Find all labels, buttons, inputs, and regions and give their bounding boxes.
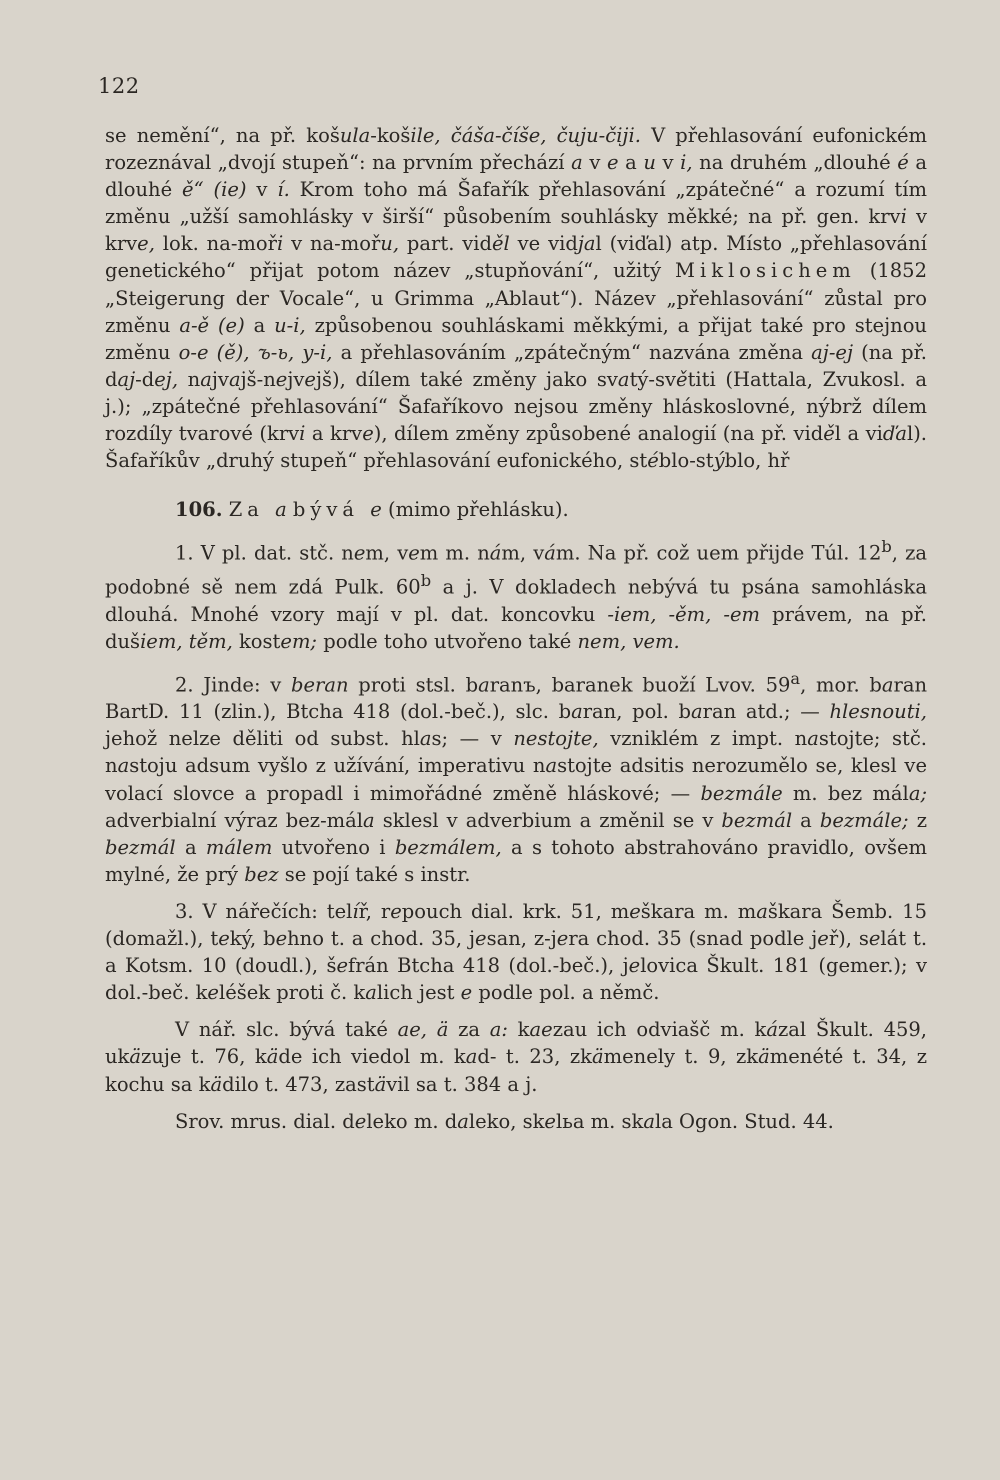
text-run: Krom toho má Šafařík přehlasování „zpátečné“ a rozumí tím změnu „užší samohlásky v širší“ působením souhlásky měkké; na př. gen. krv: [105, 178, 927, 229]
text-run: léšek proti č. k: [218, 981, 366, 1005]
text-run: menely t. 9, zk: [603, 1045, 759, 1069]
italic-run: málem: [205, 835, 273, 859]
text-run: l a vi: [834, 422, 883, 446]
italic-run: e: [606, 151, 619, 175]
italic-run: a: [363, 808, 375, 832]
text-run: v na-moř: [283, 232, 381, 256]
text-run: jehož nelze děliti od subst. hl: [105, 727, 420, 751]
paragraph-russian: [105, 1108, 927, 1135]
italic-run: -iem, -ěm, -em: [607, 602, 761, 626]
text-run: v krv: [105, 205, 927, 256]
italic-run: bezmál: [105, 835, 176, 859]
italic-run: i: [900, 205, 907, 229]
italic-run: ae: [529, 1018, 553, 1042]
text-run: a krv: [305, 422, 363, 446]
superscript: b: [881, 537, 892, 557]
text-run: kost: [232, 629, 281, 653]
text-run: a dlouhé: [105, 151, 928, 202]
italic-run: a: [545, 754, 558, 778]
superscript: b: [420, 570, 432, 590]
italic-run: bezmálem,: [394, 835, 502, 859]
text-run: a přehlasováním „zpátečným“ nazvána změna: [332, 340, 812, 364]
text-run: la Ogon. Stud. 44.: [655, 1109, 834, 1133]
text-run: V nář. slc. bývá také: [175, 1018, 398, 1042]
text-run: škara m. m: [640, 899, 757, 923]
italic-run: ae, ä: [397, 1018, 449, 1042]
italic-run: ä: [210, 1072, 223, 1096]
italic-run: ä: [374, 1072, 387, 1096]
text-run: s; — v: [431, 727, 514, 751]
italic-run: e: [362, 422, 374, 446]
italic-run: ula: [339, 124, 371, 147]
italic-run: ej,: [154, 367, 179, 391]
italic-run: e: [275, 927, 288, 951]
text-run: l (viďal) atp. Místo „přehlasování genetického“ přijat potom název „stupňování“, užitý: [105, 232, 927, 283]
text-run: pouch dial. krk. 51, m: [401, 899, 630, 923]
text-run: sklesl v adverbium a změnil se v: [374, 808, 722, 832]
italic-run: e: [353, 541, 366, 565]
text-run: na druhém „dlouhé: [692, 151, 898, 175]
italic-run: e: [817, 927, 829, 951]
italic-run: e: [354, 1109, 367, 1133]
italic-run: é: [897, 151, 909, 175]
text-run: ve vid: [509, 232, 578, 256]
superscript: a: [790, 668, 801, 688]
italic-run: aj-ej: [811, 340, 853, 364]
text-run: Srov. mrus. dial. d: [175, 1109, 355, 1133]
italic-run: a: [617, 367, 630, 391]
italic-run: nestojte,: [513, 727, 599, 751]
italic-run: bezmále;: [819, 808, 909, 832]
italic-run: em;: [280, 629, 318, 653]
italic-run: u: [643, 151, 656, 175]
text-run: ř, r: [358, 899, 391, 923]
italic-run: á: [766, 1018, 778, 1042]
italic-run: ile, čáša-číše, čuju-čiji.: [410, 124, 641, 147]
text-run: stojte; stč. n: [105, 727, 927, 778]
italic-run: e: [218, 927, 230, 951]
paragraph-slovak: [105, 1016, 927, 1097]
text-run: jv: [211, 367, 229, 391]
italic-run: u-i,: [274, 313, 306, 337]
italic-run: e: [629, 899, 641, 923]
text-run: ř), s: [828, 927, 869, 951]
text-run: lich jest: [376, 981, 461, 1005]
italic-run: a: [228, 367, 241, 391]
text-run: zau ich odviašč m. k: [552, 1018, 767, 1042]
italic-run: aj: [117, 367, 136, 391]
italic-run: ěl: [492, 232, 510, 256]
text-run: zal Škult. 459, uk: [105, 1018, 928, 1069]
text-run: d- t. 23, zk: [477, 1045, 592, 1069]
italic-run: e: [408, 541, 420, 565]
text-run: titi (Hattala, Zvukosl. a j.); „zpátečné přehlasování“ Šafaříkovo nejsou změny hláskoslovné, nýbrž dílem rozdíly tvarové (krv: [105, 367, 927, 446]
text-run: l). Šafaříkův „druhý stupeň“ přehlasování eufonického, st: [105, 422, 927, 473]
text-run: způsobenou souhláskami měkkými, a přijat také pro stejnou změnu: [105, 313, 927, 364]
text-run: jv: [287, 367, 305, 391]
italic-run: nem, vem.: [577, 629, 680, 653]
text-run: lok. na-moř: [154, 232, 277, 256]
italic-run: ä: [591, 1045, 604, 1069]
text-run: (1852 „Steigerung der Vocale“, u Grimma „Ablaut“). Název „přehlasování“ zůstal pro změnu: [105, 259, 927, 337]
italic-run: a;: [908, 781, 928, 805]
text-run: stojte adsitis nerozumělo se, klesl ve volací slovce a propadl i mimořádné změně hláskové; —: [105, 754, 927, 805]
text-run: jš-n: [240, 367, 276, 391]
text-run: lovica Škult. 181 (gemer.); v dol.-beč. k: [105, 954, 927, 1005]
text-run: a j. V dokladech nebývá tu psána samohláska dlouhá. Mnohé vzory mají v pl. dat. koncovku: [105, 575, 927, 626]
italic-run: e: [275, 367, 288, 391]
text-run: k: [507, 1018, 530, 1042]
italic-run: a:: [489, 1018, 508, 1042]
text-run: m, v: [501, 541, 545, 565]
text-run: v: [246, 178, 278, 202]
italic-run: ja: [577, 232, 596, 256]
heading-text: (mimo přehlásku).: [381, 498, 569, 522]
text-run: , mor. b: [800, 673, 882, 697]
text-run: v: [655, 151, 681, 175]
italic-run: hlesnouti,: [829, 700, 927, 724]
italic-run: u,: [380, 232, 400, 256]
paragraph-point-1: [105, 533, 927, 654]
text-run: právem, na př. duš: [105, 602, 927, 653]
text-run: podle toho utvořeno také: [317, 629, 578, 653]
text-run: [250, 341, 258, 364]
italic-run: bez: [244, 862, 279, 886]
text-run: se nemění“, na př. koš: [105, 124, 340, 147]
italic-run: ъ-ь, y-i,: [257, 340, 333, 364]
text-run: a: [175, 835, 206, 859]
text-run: menété t. 34, z kochu sa k: [105, 1045, 927, 1096]
text-run: 1. V pl. dat. stč. n: [175, 541, 354, 565]
italic-run: o-e (ě),: [178, 340, 250, 364]
text-run: v: [582, 151, 607, 175]
text-run: leko m. d: [366, 1109, 458, 1133]
italic-run: á: [489, 541, 502, 565]
italic-run: e: [304, 367, 316, 391]
text-run: a: [792, 808, 820, 832]
italic-run: a: [275, 498, 287, 522]
text-run: lát t. a Kotsm. 10 (doudl.), š: [105, 927, 928, 978]
italic-run: e: [556, 927, 569, 951]
text-run: škara Šemb. 15 (domažl.), t: [105, 899, 927, 951]
italic-run: e: [460, 981, 473, 1005]
text-run: vil sa t. 384 a j.: [386, 1072, 538, 1096]
italic-run: e: [336, 954, 348, 978]
italic-run: a: [365, 981, 377, 1005]
italic-run: a: [571, 700, 583, 724]
text-run: adverbialní výraz bez-mál: [105, 808, 364, 832]
text-run: m. Na př. což uem přijde Túl. 12: [555, 541, 882, 565]
italic-run: bezmál: [721, 808, 793, 832]
paragraph-point-3: [105, 898, 927, 1006]
section-number: 106.: [175, 498, 223, 522]
text-run: n: [178, 367, 201, 391]
italic-run: í: [352, 899, 359, 923]
italic-run: ě“ (ie): [182, 178, 247, 202]
italic-run: e: [207, 981, 219, 1005]
italic-run: e: [868, 927, 881, 951]
text-run: ), dílem změny způsobené analogií (na př. vid: [373, 422, 824, 446]
text-run: ran atd.; —: [702, 700, 830, 724]
text-run: proti stsl. b: [348, 673, 479, 697]
text-run: hno t. a chod. 35, j: [287, 927, 476, 951]
italic-run: i,: [680, 151, 693, 175]
text-run: ra chod. 35 (snad podle j: [568, 927, 818, 951]
text-run: de ich viedol m. k: [278, 1045, 466, 1069]
italic-run: í.: [277, 178, 290, 202]
italic-run: é: [647, 449, 659, 473]
text-run: ran BartD. 11 (zlin.), Btcha 418 (dol.-beč.), slc. b: [105, 673, 928, 724]
text-run: tý-sv: [629, 367, 677, 391]
italic-run: ä: [129, 1045, 142, 1069]
text-run: zuje t. 76, k: [141, 1045, 267, 1069]
italic-run: a: [465, 1045, 478, 1069]
italic-run: i: [299, 422, 306, 446]
italic-run: ä: [758, 1045, 770, 1069]
italic-run: a-ě (e): [179, 313, 245, 337]
text-run: m m. n: [419, 541, 490, 565]
text-run: stoju adsum vyšlo z užívání, imperativu n: [129, 754, 546, 778]
text-run: ký, b: [229, 927, 276, 951]
text-run: V přehlasování eufonickém rozeznával „dvojí stupeň“: na prvním přechází: [105, 124, 928, 175]
text-run: se pojí také s instr.: [278, 862, 471, 886]
text-run: blo, hř: [724, 449, 790, 473]
text-run: jš), dílem také změny jako sv: [315, 367, 618, 391]
text-run: a: [244, 313, 275, 337]
italic-run: a: [881, 673, 894, 697]
paragraph-safarik: [105, 122, 927, 474]
text-run: 2. Jinde: v: [175, 673, 291, 697]
italic-run: a: [419, 727, 432, 751]
section-106-heading: [105, 496, 927, 523]
italic-run: i: [276, 232, 284, 256]
italic-run: e: [544, 1109, 556, 1133]
italic-run: ý: [713, 449, 725, 473]
italic-run: e: [628, 954, 641, 978]
heading-text: Za: [228, 498, 276, 522]
text-run: a s tohoto abstrahováno pravidlo, ovšem mylné, že prý: [105, 835, 927, 886]
text-run: -d: [135, 367, 155, 391]
italic-run: e: [390, 899, 402, 923]
text-run: m. bez mál: [782, 781, 909, 805]
italic-run: á: [544, 541, 556, 565]
italic-run: bezmále: [700, 781, 783, 805]
italic-run: iem, těm,: [140, 629, 233, 653]
text-run: part. vid: [399, 232, 492, 256]
text-run: lьa m. sk: [555, 1109, 644, 1133]
italic-run: a: [643, 1109, 655, 1133]
text-run: podle pol. a němč.: [472, 981, 660, 1005]
italic-run: a: [691, 700, 703, 724]
text-run: z: [908, 808, 927, 832]
text-run: a: [618, 151, 644, 175]
text-run: za: [448, 1018, 490, 1042]
text-run: blo-st: [658, 449, 714, 473]
text-run: dilo t. 473, zast: [222, 1072, 375, 1096]
italic-run: a: [756, 899, 768, 923]
text-run: , za podobné sě nem zdá Pulk. 60: [105, 541, 928, 599]
text-run: -koš: [370, 124, 411, 147]
text-run: frán Btcha 418 (dol.-beč.), j: [348, 954, 629, 978]
page-number: 122: [98, 74, 140, 98]
italic-run: a: [457, 1109, 469, 1133]
italic-run: ä: [266, 1045, 279, 1069]
text-run: m, v: [365, 541, 409, 565]
italic-run: beran: [291, 673, 349, 697]
italic-run: a: [807, 727, 819, 751]
italic-run: e,: [137, 232, 155, 256]
text-run: leko, sk: [468, 1109, 545, 1133]
text-run: utvořeno i: [272, 835, 395, 859]
italic-run: ďa: [882, 422, 907, 446]
text-run: san, z-j: [486, 927, 557, 951]
heading-text: bývá: [292, 498, 371, 522]
italic-run: e: [370, 498, 382, 522]
text-run: vzniklém z impt. n: [598, 727, 808, 751]
text-run: 3. V nářečích: tel: [175, 899, 353, 923]
italic-run: ě: [676, 367, 688, 391]
text-run: (na př. d: [105, 340, 928, 391]
italic-run: a: [117, 754, 130, 778]
italic-run: a: [200, 367, 212, 391]
italic-run: a: [478, 673, 490, 697]
italic-run: a: [571, 151, 583, 175]
italic-run: e: [475, 927, 487, 951]
italic-run: ě: [823, 422, 835, 446]
paragraph-point-2: [105, 665, 927, 888]
page-body: [105, 122, 927, 1135]
text-run: ran, pol. b: [582, 700, 691, 724]
spaced-name: Miklosichem: [675, 259, 856, 283]
text-run: ranъ, baranek buoží Lvov. 59: [489, 673, 791, 697]
